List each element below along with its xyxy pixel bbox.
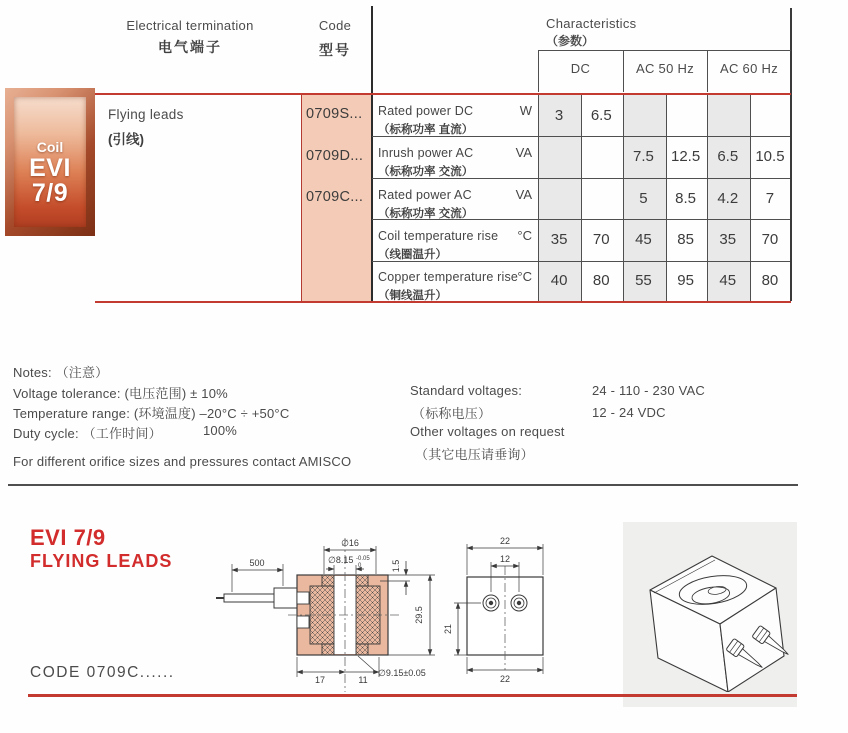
code-column-left-border — [301, 95, 303, 301]
row-label: Rated power AC — [378, 188, 472, 202]
notes-title: Notes: （注意） — [13, 365, 109, 380]
note-orifice: For different orifice sizes and pressures contact AMISCO — [13, 454, 352, 469]
cell: 40 — [550, 272, 568, 289]
code-0709S: 0709S... — [306, 106, 363, 122]
cell — [580, 136, 622, 178]
cell: 70 — [761, 231, 779, 249]
cell: 35 — [719, 231, 737, 249]
cell: 5 — [639, 189, 648, 207]
coil-evi-badge-text — [5, 140, 95, 206]
standard-voltages-label-zh: （标称电压） — [412, 406, 492, 421]
column-header-code-zh: 型号 — [319, 42, 351, 58]
code-0709C: 0709C... — [306, 189, 364, 205]
dim-front-width-bottom: 22 — [499, 674, 511, 684]
standard-voltages-vac: 24 - 110 - 230 VAC — [592, 383, 705, 398]
dim-front-width-top: 22 — [499, 536, 511, 546]
row-label: Inrush power AC — [378, 146, 474, 160]
table-row — [538, 95, 791, 136]
subcolumn-dc: DC — [570, 61, 591, 76]
row-label-zh: （标称功率 交流） — [378, 208, 474, 220]
dim-dia-bore: ∅8.15 — [328, 555, 354, 565]
cell: 80 — [592, 272, 610, 289]
dim-lead-length: 500 — [249, 558, 265, 568]
cell: 45 — [719, 272, 737, 289]
row-unit: °C — [517, 269, 532, 284]
front-view-drawing — [430, 520, 565, 690]
table-row — [538, 178, 791, 220]
cell: 80 — [761, 272, 779, 289]
isometric-drawing — [630, 532, 790, 692]
cell — [707, 95, 749, 136]
product-subtitle: FLYING LEADS — [30, 551, 173, 571]
cell: 12.5 — [671, 148, 701, 166]
cell: 7.5 — [633, 148, 654, 166]
termination-label-zh: (引线) — [108, 132, 144, 147]
cell: 95 — [677, 272, 694, 289]
bottom-red-rule — [28, 694, 797, 697]
product-code-caption: CODE 0709C...... — [30, 664, 175, 681]
standard-voltages-vdc: 12 - 24 VDC — [592, 405, 666, 420]
cell — [749, 95, 791, 136]
cell: 3 — [554, 107, 564, 124]
cell: 6.5 — [717, 148, 739, 166]
subcolumn-ac60: AC 60 Hz — [719, 61, 779, 76]
cell: 6.5 — [590, 107, 612, 124]
divider-code-characteristics — [371, 6, 373, 301]
code-0709D: 0709D... — [306, 148, 364, 164]
column-header-code: Code — [318, 18, 352, 33]
cell: 7 — [765, 189, 775, 207]
subcolumn-ac50: AC 50 Hz — [635, 61, 695, 76]
dim-dia-bore-tol-upper: -0.05 — [356, 556, 370, 562]
note-voltage-tolerance: Voltage tolerance: (电压范围) ± 10% — [13, 386, 228, 401]
dim-front-pin-spacing: 12 — [499, 554, 511, 564]
badge-line-evi: EVI — [29, 154, 71, 182]
dim-dia-bore-tol-lower: 0 — [358, 563, 362, 569]
row-label: Rated power DC — [378, 104, 474, 118]
dim-dia-top: ∅16 — [341, 538, 359, 548]
cell: 4.2 — [717, 189, 739, 207]
cell — [622, 95, 664, 136]
row-label-zh: （标称功率 直流） — [378, 124, 474, 136]
other-voltages-label-zh: （其它电压请垂询） — [415, 447, 534, 462]
cell: 10.5 — [755, 148, 785, 166]
dim-bottom-left: 17 — [314, 675, 326, 685]
dim-dia-bottom: ∅9.15±0.05 — [378, 668, 426, 678]
badge-line-79: 7/9 — [31, 179, 69, 207]
column-header-electrical-termination: Electrical termination — [126, 18, 254, 33]
cross-section-drawing — [210, 520, 465, 710]
note-duty-cycle-label: Duty cycle: （工作时间） — [13, 426, 162, 441]
cell — [538, 136, 580, 178]
row-label: Coil temperature rise — [378, 229, 499, 243]
cell: 55 — [635, 272, 652, 289]
row-label-zh: （标称功率 交流） — [378, 166, 474, 178]
cell: 85 — [677, 231, 694, 249]
cell — [665, 95, 707, 136]
row-label: Copper temperature rise — [378, 270, 519, 284]
cell — [538, 178, 580, 220]
cell — [580, 178, 622, 220]
cell: 45 — [635, 231, 652, 249]
table-row — [538, 219, 791, 261]
row-unit: VA — [515, 145, 532, 160]
column-header-characteristics-zh: （参数） — [546, 34, 595, 48]
standard-voltages-label: Standard voltages: — [410, 383, 523, 398]
termination-label: Flying leads — [108, 107, 184, 122]
dim-front-height: 21 — [443, 623, 453, 635]
product-title: EVI 7/9 — [30, 525, 106, 550]
column-header-characteristics: Characteristics — [546, 16, 637, 31]
other-voltages-label: Other voltages on request — [410, 424, 565, 439]
note-duty-cycle-value: 100% — [203, 423, 238, 438]
table-row — [538, 136, 791, 178]
badge-line-coil: Coil — [36, 139, 64, 155]
column-header-electrical-termination-zh: 电气端子 — [158, 39, 222, 55]
cell: 35 — [550, 231, 568, 249]
row-label-zh: （铜线温升） — [378, 290, 447, 302]
characteristics-box-top — [538, 50, 791, 51]
cell: 70 — [592, 231, 610, 249]
dim-flange-height: 1.5 — [391, 559, 401, 573]
dim-bottom-right: 11 — [358, 675, 368, 685]
row-unit: °C — [517, 228, 532, 243]
dim-total-height: 29.5 — [414, 606, 424, 624]
section-divider — [8, 484, 798, 486]
table-row — [538, 261, 791, 301]
row-unit: VA — [515, 187, 532, 202]
row-label-zh: （线圈温升） — [378, 249, 447, 261]
note-temperature-range: Temperature range: (环境温度) –20°C ÷ +50°C — [13, 406, 290, 421]
coil-evi-badge — [5, 88, 95, 236]
row-unit: W — [519, 103, 532, 118]
cell: 8.5 — [675, 189, 697, 207]
